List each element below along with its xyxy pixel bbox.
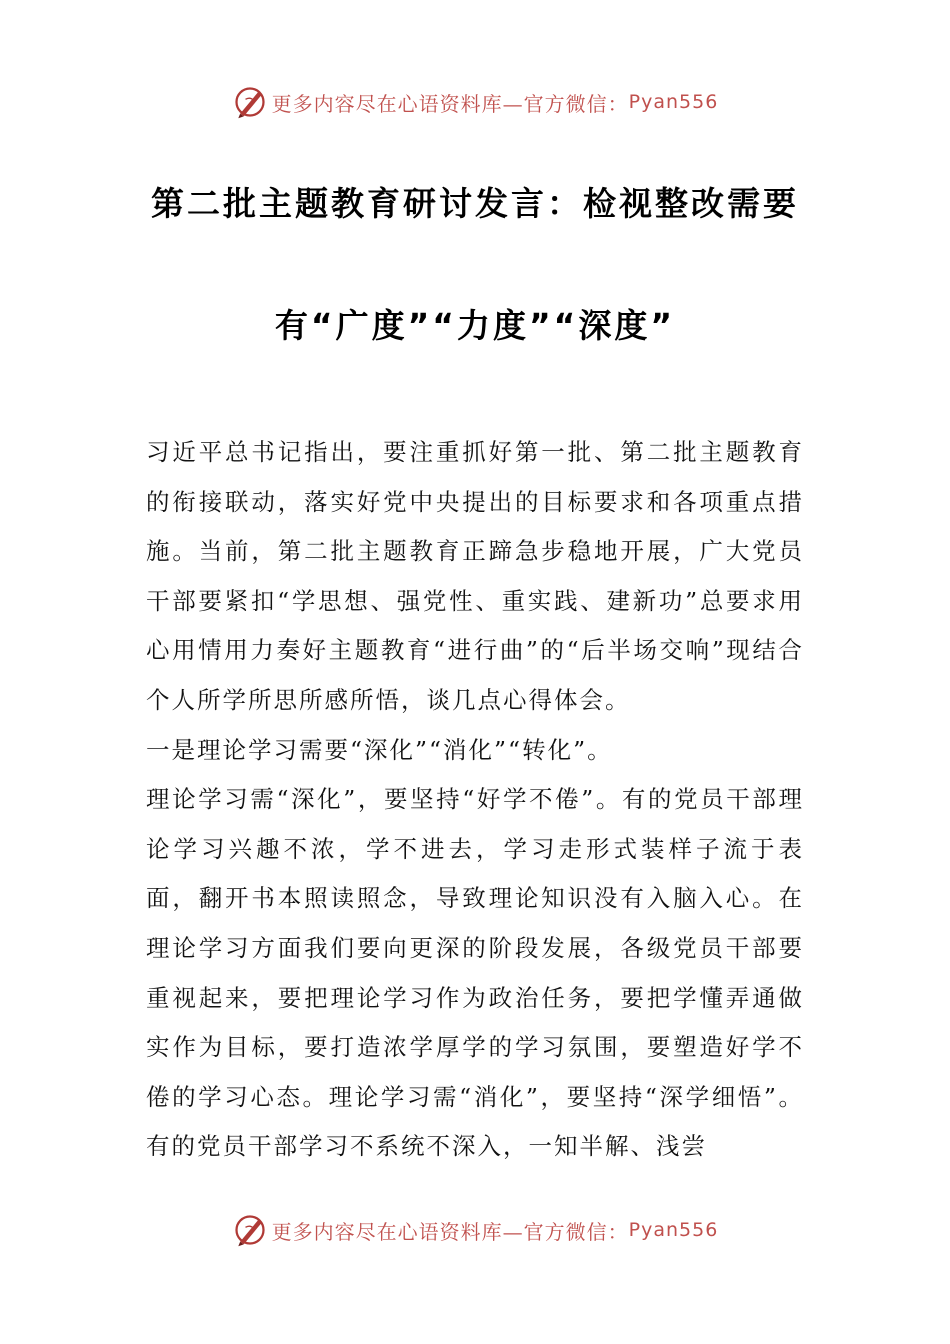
watermark-wechat-id: Pyan556: [628, 91, 719, 113]
pen-logo-icon: [232, 1212, 268, 1248]
watermark-slogan: 更多内容尽在心语资料库—官方微信：: [271, 91, 629, 116]
watermark-wechat-id: Pyan556: [628, 1219, 719, 1241]
document-title-line-2: 有“广度”“力度”“深度”: [274, 306, 676, 345]
footer-watermark: [0, 1210, 950, 1250]
document-body: [146, 428, 804, 1172]
pen-logo-icon: [232, 84, 268, 120]
header-watermark: [0, 82, 950, 122]
paragraph-theory-study: 理论学习需“深化”，要坚持“好学不倦”。有的党员干部理论学习兴趣不浓，学不进去，学习走形式装样子流于表面，翻开书本照读照念，导致理论知识没有入脑入心。在理论学习方面我们要向更深的阶段发展，各级党员干部要重视起来，要把理论学习作为政治任务，要把学懂弄通做实作为目标，要打造浓学厚学的学习氛围，要塑造好学不倦的学习心态。理论学习需“消化”，要坚持“深学细悟”。有的党员干部学习不系统不深入，一知半解、浅尝: [146, 785, 804, 1161]
document-title-line-1: 第二批主题教育研讨发言：检视整改需要: [151, 184, 799, 223]
paragraph-intro: 习近平总书记指出，要注重抓好第一批、第二批主题教育的衔接联动，落实好党中央提出的目标要求和各项重点措施。当前，第二批主题教育正蹄急步稳地开展，广大党员干部要紧扣“学思想、强党性、重实践、建新功”总要求用心用情用力奏好主题教育“进行曲”的“后半场交响”现结合个人所学所思所感所悟，谈几点心得体会。: [146, 438, 804, 714]
paragraph-section-heading: 一是理论学习需要“深化”“消化”“转化”。: [146, 735, 613, 764]
watermark-slogan: 更多内容尽在心语资料库—官方微信：: [271, 1219, 629, 1244]
